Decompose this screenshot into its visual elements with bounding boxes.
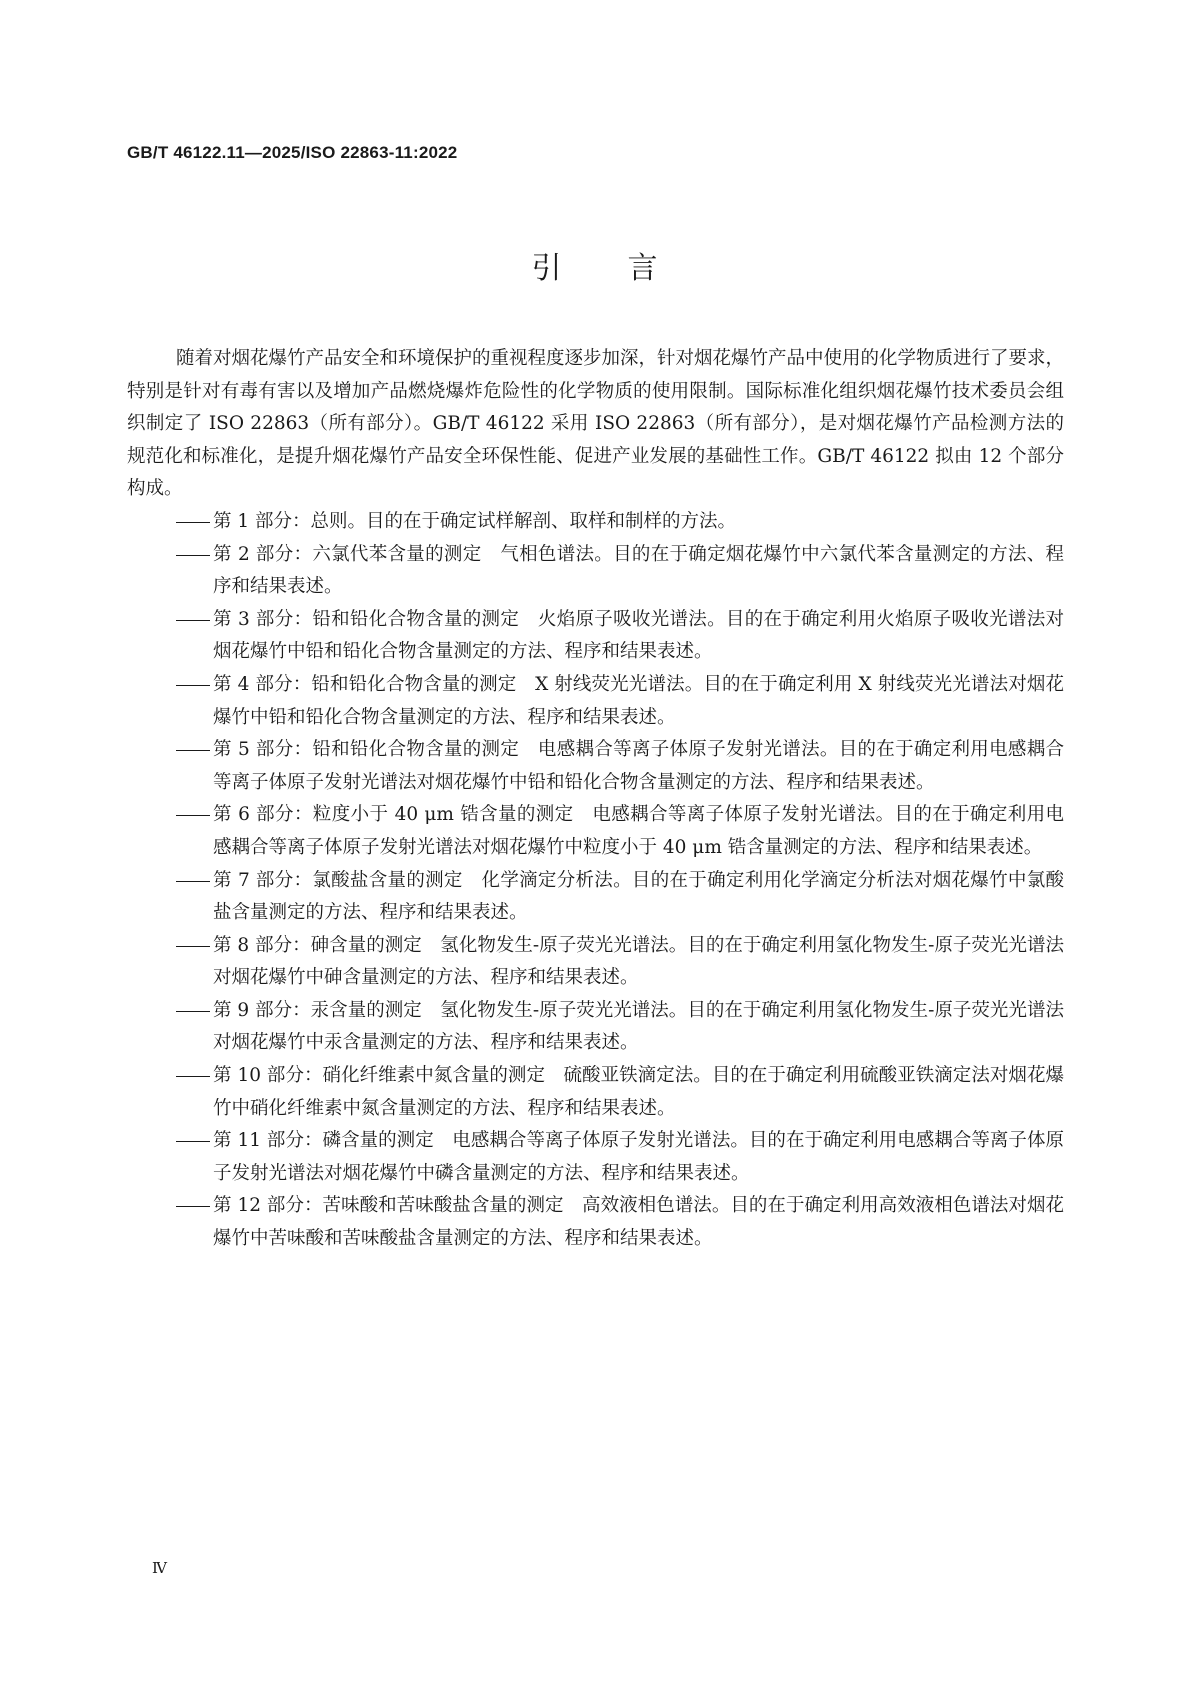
part-text: 第 9 部分：汞含量的测定 氢化物发生-原子荧光光谱法。目的在于确定利用氢化物发生-原子荧光光谱法对烟花爆竹中汞含量测定的方法、程序和结果表述。 [213, 999, 1064, 1054]
list-item [176, 865, 1064, 930]
dash-marker [176, 1141, 210, 1142]
list-item [176, 539, 1064, 604]
dash-marker [176, 815, 210, 816]
dash-marker [176, 522, 210, 523]
part-text: 第 11 部分：磷含量的测定 电感耦合等离子体原子发射光谱法。目的在于确定利用电感耦合等离子体原子发射光谱法对烟花爆竹中磷含量测定的方法、程序和结果表述。 [213, 1130, 1064, 1184]
dash-marker [176, 1011, 210, 1012]
part-text: 第 3 部分：铅和铅化合物含量的测定 火焰原子吸收光谱法。目的在于确定利用火焰原子吸收光谱法对烟花爆竹中铅和铅化合物含量测定的方法、程序和结果表述。 [213, 608, 1064, 663]
list-item [176, 1125, 1064, 1190]
dash-marker [176, 555, 210, 556]
part-text: 第 8 部分：砷含量的测定 氢化物发生-原子荧光光谱法。目的在于确定利用氢化物发生-原子荧光光谱法对烟花爆竹中砷含量测定的方法、程序和结果表述。 [213, 934, 1064, 989]
list-item [176, 1190, 1064, 1255]
list-item [176, 669, 1064, 734]
introduction-body [127, 343, 1065, 1256]
part-text: 第 12 部分：苦味酸和苦味酸盐含量的测定 高效液相色谱法。目的在于确定利用高效液相色谱法对烟花爆竹中苦味酸和苦味酸盐含量测定的方法、程序和结果表述。 [213, 1195, 1064, 1250]
list-item [176, 604, 1064, 669]
dash-marker [176, 946, 210, 947]
part-text: 第 4 部分：铅和铅化合物含量的测定 X 射线荧光光谱法。目的在于确定利用 X 射线荧光光谱法对烟花爆竹中铅和铅化合物含量测定的方法、程序和结果表述。 [213, 673, 1064, 728]
intro-paragraph: 随着对烟花爆竹产品安全和环境保护的重视程度逐步加深，针对烟花爆竹产品中使用的化学物质进行了要求，特别是针对有毒有害以及增加产品燃烧爆炸危险性的化学物质的使用限制。国际标准化组织烟花爆竹技术委员会组织制定了 ISO 22863（所有部分）。GB/T 46122 采用 ISO 22863（所有部分），是对烟花爆竹产品检测方法的规范化和标准化，是提升烟花爆竹产品安全环保性能、促进产业发展的基础性工作。GB/T 46122 拟由 12 个部分构成。 [127, 348, 1065, 500]
list-item [176, 995, 1064, 1060]
dash-marker [176, 620, 210, 621]
dash-marker [176, 1076, 210, 1077]
list-item [176, 799, 1064, 864]
part-text: 第 6 部分：粒度小于 40 μm 锆含量的测定 电感耦合等离子体原子发射光谱法。目的在于确定利用电感耦合等离子体原子发射光谱法对烟花爆竹中粒度小于 40 μm 锆含量测定的方法、程序和结果表述。 [213, 804, 1064, 858]
part-text: 第 7 部分：氯酸盐含量的测定 化学滴定分析法。目的在于确定利用化学滴定分析法对烟花爆竹中氯酸盐含量测定的方法、程序和结果表述。 [213, 869, 1064, 924]
list-item [176, 734, 1064, 799]
parts-list [176, 506, 1064, 1256]
dash-marker [176, 685, 210, 686]
dash-marker [176, 881, 210, 882]
list-item [176, 1060, 1064, 1125]
part-text: 第 10 部分：硝化纤维素中氮含量的测定 硫酸亚铁滴定法。目的在于确定利用硫酸亚铁滴定法对烟花爆竹中硝化纤维素中氮含量测定的方法、程序和结果表述。 [213, 1065, 1064, 1119]
list-item [176, 930, 1064, 995]
part-text: 第 5 部分：铅和铅化合物含量的测定 电感耦合等离子体原子发射光谱法。目的在于确定利用电感耦合等离子体原子发射光谱法对烟花爆竹中铅和铅化合物含量测定的方法、程序和结果表述。 [213, 739, 1064, 793]
section-title: 引 言 [531, 251, 660, 286]
page-number: Ⅳ [152, 1559, 167, 1577]
dash-marker [176, 1206, 210, 1207]
list-item [176, 506, 1064, 539]
part-text: 第 2 部分：六氯代苯含量的测定 气相色谱法。目的在于确定烟花爆竹中六氯代苯含量测定的方法、程序和结果表述。 [213, 543, 1064, 598]
standard-code-header: GB/T 46122.11—2025/ISO 22863-11:2022 [127, 143, 458, 162]
dash-marker [176, 750, 210, 751]
part-text: 第 1 部分：总则。目的在于确定试样解剖、取样和制样的方法。 [213, 510, 737, 532]
